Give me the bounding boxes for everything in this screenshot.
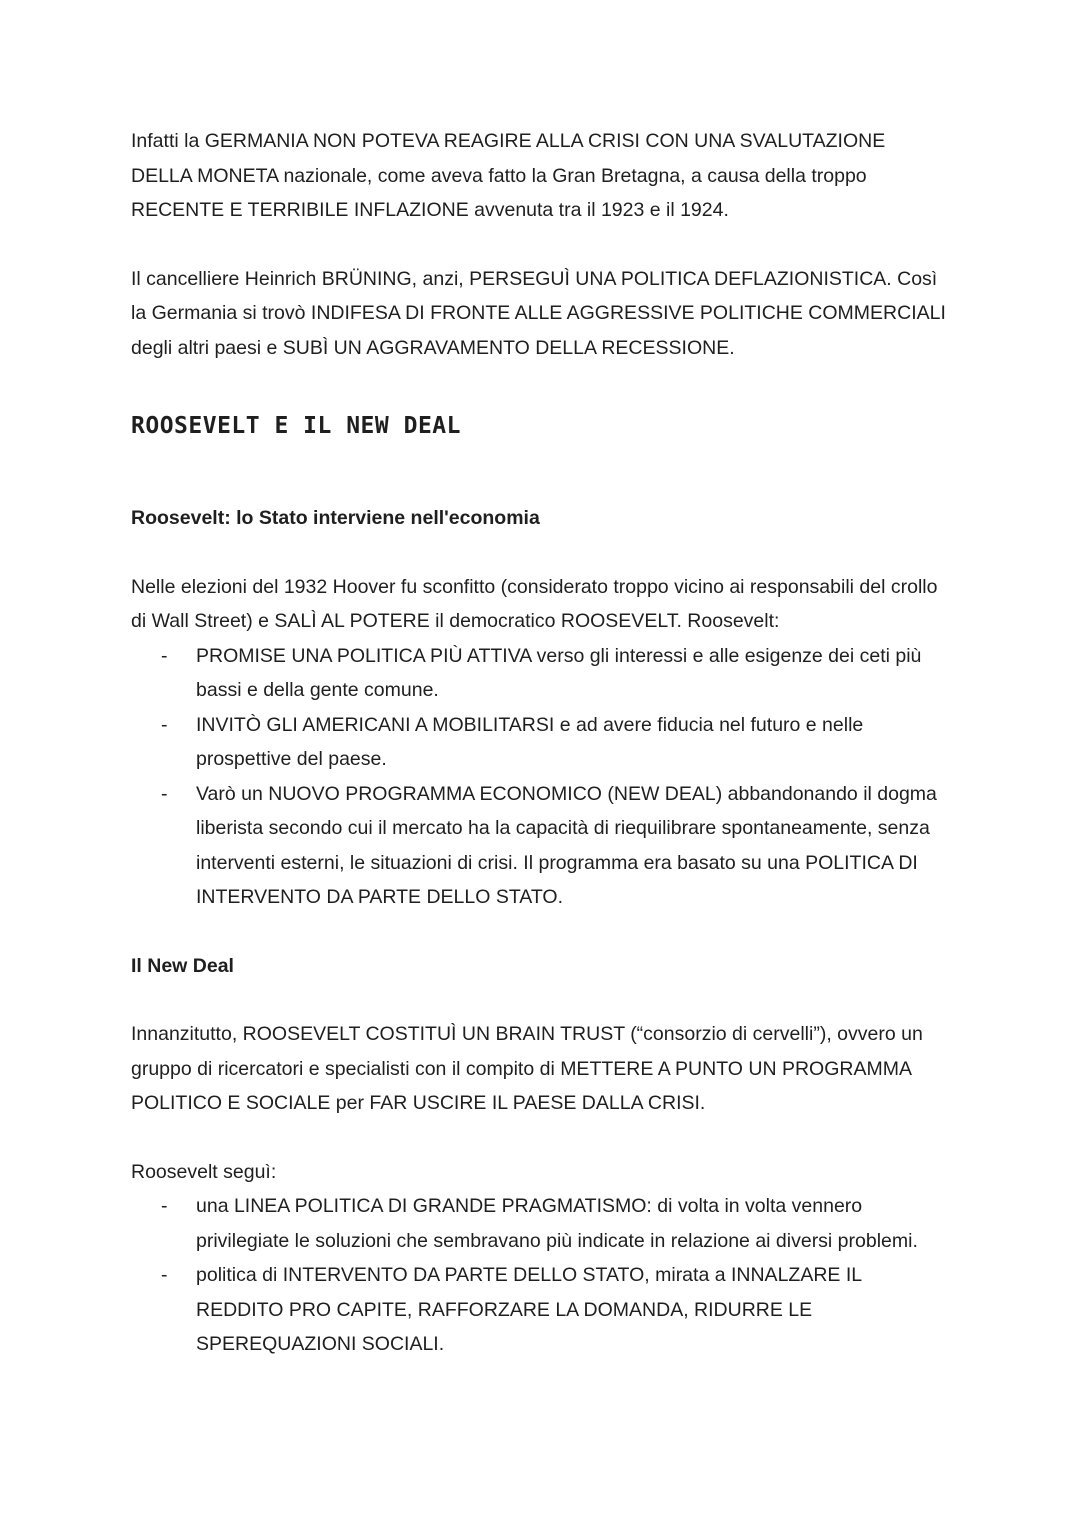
spacer (131, 443, 951, 501)
spacer (131, 228, 951, 262)
subheading-stato-interviene: Roosevelt: lo Stato interviene nell'economia (131, 507, 540, 529)
segui-points-list (131, 1189, 951, 1362)
paragraph-brain-trust: Innanzitutto, ROOSEVELT COSTITUÌ UN BRAIN TRUST (“consorzio di cervelli”), ovvero un gruppo di ricercatori e specialisti con il compito di METTERE A PUNTO UN PROGRAMMA POLITICO E SOCIALE per FAR USCIRE IL PAESE DALLA CRISI. (131, 1023, 923, 1114)
list-item: - INVITÒ GLI AMERICANI A MOBILITARSI e ad avere fiducia nel futuro e nelle prospettive del paese. (131, 708, 951, 777)
paragraph-germania-svalutazione: Infatti la GERMANIA NON POTEVA REAGIRE ALLA CRISI CON UNA SVALUTAZIONE DELLA MONETA nazionale, come aveva fatto la Gran Bretagna, a causa della troppo RECENTE E TERRIBILE INFLAZIONE avvenuta tra il 1923 e il 1924. (131, 130, 886, 221)
subheading-new-deal: Il New Deal (131, 954, 234, 977)
list-item: - Varò un NUOVO PROGRAMMA ECONOMICO (NEW DEAL) abbandonando il dogma liberista secondo cui il mercato ha la capacità di riequilibrare spontaneamente, senza interventi esterni, le situazioni di crisi. Il programma era basato su una POLITICA DI INTERVENTO DA PARTE DELLO STATO. (131, 777, 951, 915)
document-page (131, 124, 951, 1362)
spacer (131, 365, 951, 409)
spacer (131, 983, 951, 1017)
spacer (131, 1121, 951, 1155)
paragraph-bruning: Il cancelliere Heinrich BRÜNING, anzi, PERSEGUÌ UNA POLITICA DEFLAZIONISTICA. Così la Germania si trovò INDIFESA DI FRONTE ALLE AGGRESSIVE POLITICHE COMMERCIALI degli altri paesi e SUBÌ UN AGGRAVAMENTO DELLA RECESSIONE. (131, 267, 946, 359)
spacer (131, 536, 951, 570)
list-item: - politica di INTERVENTO DA PARTE DELLO STATO, mirata a INNALZARE IL REDDITO PRO CAPITE, RAFFORZARE LA DOMANDA, RIDURRE LE SPEREQUAZIONI SOCIALI. (131, 1258, 951, 1362)
list-item: - PROMISE UNA POLITICA PIÙ ATTIVA verso gli interessi e alle esigenze dei ceti più bassi e della gente comune. (131, 639, 951, 708)
list-item: - una LINEA POLITICA DI GRANDE PRAGMATISMO: di volta in volta vennero privilegiate le soluzioni che sembravano più indicate in relazione ai diversi problemi. (131, 1189, 951, 1258)
paragraph-roosevelt-segui: Roosevelt seguì: (131, 1160, 277, 1183)
spacer (131, 915, 951, 949)
roosevelt-points-list (131, 639, 951, 915)
paragraph-elezioni-1932: Nelle elezioni del 1932 Hoover fu sconfitto (considerato troppo vicino ai responsabili del crollo di Wall Street) e SALÌ AL POTERE il democratico ROOSEVELT. Roosevelt: (131, 575, 938, 632)
section-heading-roosevelt-new-deal: ROOSEVELT E IL NEW DEAL (131, 413, 461, 439)
